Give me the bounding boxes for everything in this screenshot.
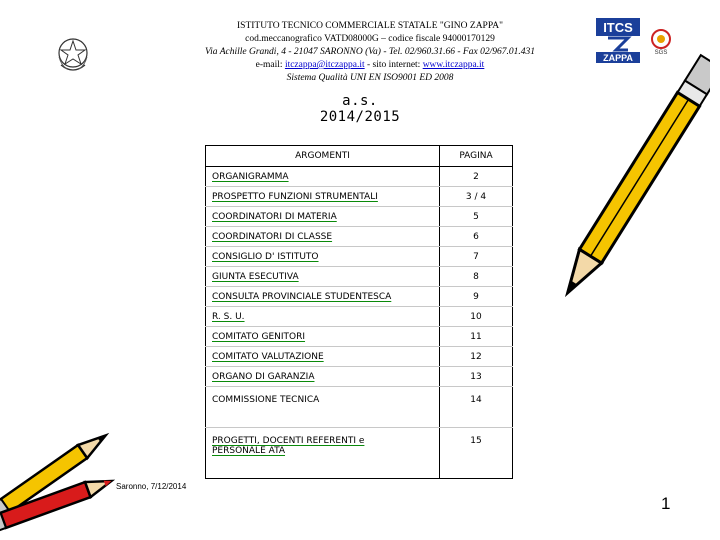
page-cell: 5	[440, 207, 513, 227]
table-row	[206, 287, 513, 307]
topic-link[interactable]: R. S. U.	[212, 311, 245, 322]
topic-link[interactable]: COMITATO VALUTAZIONE	[212, 351, 324, 362]
republic-emblem-icon	[55, 35, 91, 75]
topic-link[interactable]: ORGANIGRAMMA	[212, 171, 289, 182]
table-row	[206, 247, 513, 267]
page-cell: 3 / 4	[440, 187, 513, 207]
page-cell: 10	[440, 307, 513, 327]
topic-link[interactable]: CONSIGLIO D' ISTITUTO	[212, 251, 319, 262]
page-cell: 2	[440, 167, 513, 187]
email-link[interactable]: itczappa@itczappa.it	[284, 60, 365, 70]
table-row	[206, 227, 513, 247]
page-cell: 8	[440, 267, 513, 287]
table-row	[206, 428, 513, 479]
topic-link[interactable]: CONSULTA PROVINCIALE STUDENTESCA	[212, 291, 392, 302]
table-row	[206, 207, 513, 227]
school-header	[170, 20, 570, 85]
topic-text: COMMISSIONE TECNICA	[212, 395, 320, 405]
table-row	[206, 307, 513, 327]
quality-system: Sistema Qualità UNI EN ISO9001 ED 2008	[286, 73, 454, 83]
school-contacts	[170, 59, 570, 72]
topic-link-continued[interactable]: PERSONALE ATA	[212, 446, 286, 456]
page-cell: 15	[440, 428, 513, 479]
email-label: e-mail:	[255, 60, 285, 70]
contents-table	[205, 145, 513, 479]
topic-link[interactable]: ORGANO DI GARANZIA	[212, 371, 315, 382]
column-header-page: PAGINA	[440, 146, 513, 167]
table-row	[206, 327, 513, 347]
page-cell: 9	[440, 287, 513, 307]
pencils-decoration-icon	[0, 395, 130, 540]
footer-date: Saronno, 7/12/2014	[116, 482, 187, 491]
pencil-decoration-icon	[560, 50, 710, 320]
page-cell: 14	[440, 387, 513, 428]
table-row	[206, 187, 513, 207]
topic-link[interactable]: PROGETTI, DOCENTI REFERENTI e	[212, 436, 365, 446]
table-row	[206, 347, 513, 367]
school-name: ISTITUTO TECNICO COMMERCIALE STATALE "GINO ZAPPA"	[237, 21, 503, 31]
sgs-logo-text: SGS	[654, 50, 668, 56]
website-link[interactable]: www.itczappa.it	[422, 60, 485, 70]
page-cell: 11	[440, 327, 513, 347]
table-header-row	[206, 146, 513, 167]
table-row	[206, 167, 513, 187]
topic-link[interactable]: COORDINATORI DI CLASSE	[212, 231, 333, 242]
page-cell: 7	[440, 247, 513, 267]
column-header-topic: ARGOMENTI	[206, 146, 440, 167]
page-cell: 13	[440, 367, 513, 387]
itcs-logo-text: ITCS	[603, 20, 633, 35]
topic-link[interactable]: PROSPETTO FUNZIONI STRUMENTALI	[212, 191, 378, 202]
school-codes: cod.meccanografico VATD08000G – codice fiscale 94000170129	[245, 34, 495, 44]
page-cell: 6	[440, 227, 513, 247]
zappa-logo-text: ZAPPA	[603, 53, 633, 63]
school-address: Via Achille Grandi, 4 - 21047 SARONNO (Va) - Tel. 02/960.31.66 - Fax 02/967.01.431	[205, 47, 535, 57]
page-cell: 12	[440, 347, 513, 367]
topic-link[interactable]: GIUNTA ESECUTIVA	[212, 271, 299, 282]
site-label: - sito internet:	[364, 60, 423, 70]
page-number: 1	[661, 494, 671, 513]
topic-link[interactable]: COORDINATORI DI MATERIA	[212, 211, 337, 222]
table-row	[206, 367, 513, 387]
table-row	[206, 267, 513, 287]
table-row	[206, 387, 513, 428]
school-year: a.s. 2014/2015	[319, 93, 401, 125]
topic-link[interactable]: COMITATO GENITORI	[212, 331, 306, 342]
